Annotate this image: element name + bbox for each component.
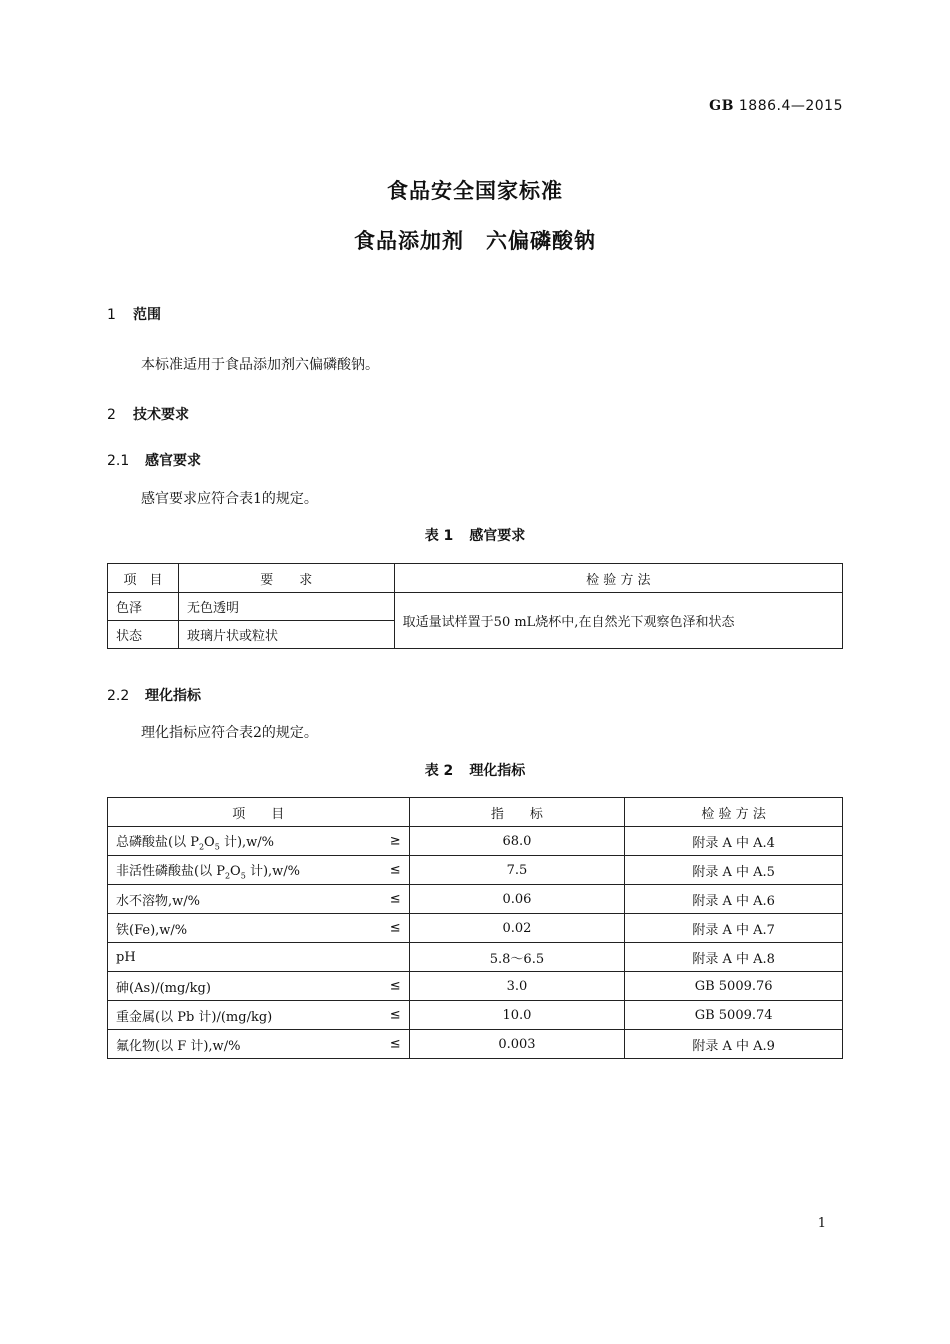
item-text: 砷(As)/(mg/kg) bbox=[116, 980, 211, 996]
section-number: 2.1 bbox=[107, 453, 130, 469]
physicochemical-indicators-table bbox=[107, 797, 843, 1059]
value-cell: 0.06 bbox=[409, 885, 625, 914]
document-subtitle: 食品添加剂 六偏磷酸钠 bbox=[354, 229, 596, 253]
table2-caption-title: 理化指标 bbox=[469, 763, 526, 779]
section-number: 2.2 bbox=[107, 688, 130, 704]
table1-caption bbox=[0, 525, 950, 545]
table-header-row bbox=[108, 798, 843, 827]
item-cell: 状态 bbox=[108, 621, 179, 649]
section-number: 2 bbox=[107, 407, 116, 423]
section-heading-sensory bbox=[107, 450, 201, 470]
comparison-symbol: ≤ bbox=[389, 1036, 401, 1052]
item-cell bbox=[108, 856, 410, 885]
requirement-cell: 玻璃片状或粒状 bbox=[178, 621, 394, 649]
subscript: 2 bbox=[224, 871, 231, 881]
table-header-cell: 项 目 bbox=[108, 564, 179, 593]
method-cell: 附录 A 中 A.6 bbox=[625, 885, 843, 914]
method-cell: 附录 A 中 A.5 bbox=[625, 856, 843, 885]
method-cell: GB 5009.76 bbox=[625, 972, 843, 1001]
value-cell: 68.0 bbox=[409, 827, 625, 856]
method-cell: GB 5009.74 bbox=[625, 1001, 843, 1030]
comparison-symbol: ≤ bbox=[389, 920, 401, 936]
sensory-paragraph: 感官要求应符合表1的规定。 bbox=[141, 491, 318, 507]
table2-caption-number: 表 2 bbox=[424, 763, 454, 779]
item-text: pH bbox=[116, 949, 136, 965]
item-text: 总磷酸盐(以 P bbox=[116, 834, 199, 850]
table-row bbox=[108, 943, 843, 972]
value-cell: 0.003 bbox=[409, 1030, 625, 1059]
item-text: O bbox=[204, 834, 215, 850]
section-heading-physicochemical bbox=[107, 685, 201, 705]
section-title: 感官要求 bbox=[145, 453, 201, 469]
item-cell bbox=[108, 827, 410, 856]
table-row bbox=[108, 1030, 843, 1059]
table-header-cell: 指 标 bbox=[409, 798, 625, 827]
table-row bbox=[108, 827, 843, 856]
standard-code-number: 1886.4—2015 bbox=[738, 98, 843, 114]
section-title: 技术要求 bbox=[133, 407, 189, 423]
value-cell: 0.02 bbox=[409, 914, 625, 943]
item-cell bbox=[108, 885, 410, 914]
item-text: 铁(Fe),w/% bbox=[116, 922, 188, 938]
item-cell bbox=[108, 1001, 410, 1030]
scope-paragraph: 本标准适用于食品添加剂六偏磷酸钠。 bbox=[141, 357, 379, 373]
method-cell: 附录 A 中 A.9 bbox=[625, 1030, 843, 1059]
subscript: 5 bbox=[214, 842, 220, 852]
section-heading-technical-requirements bbox=[107, 404, 189, 424]
table-header-cell: 要 求 bbox=[178, 564, 394, 593]
item-text: O bbox=[230, 863, 241, 879]
sensory-requirements-table bbox=[107, 563, 843, 649]
item-text: 氟化物(以 F 计),w/% bbox=[116, 1038, 241, 1054]
item-text: 重金属(以 Pb 计)/(mg/kg) bbox=[116, 1009, 273, 1025]
page-number: 1 bbox=[817, 1216, 826, 1231]
method-cell: 取适量试样置于50 mL烧杯中,在自然光下观察色泽和状态 bbox=[394, 593, 842, 649]
item-cell bbox=[108, 1030, 410, 1059]
comparison-symbol: ≤ bbox=[389, 862, 401, 878]
table2-caption bbox=[0, 760, 950, 780]
table-header-row bbox=[108, 564, 843, 593]
item-text: 水不溶物,w/% bbox=[116, 893, 200, 909]
item-cell bbox=[108, 972, 410, 1001]
item-text: 计),w/% bbox=[245, 863, 301, 879]
table-header-cell: 检 验 方 法 bbox=[625, 798, 843, 827]
value-cell: 7.5 bbox=[409, 856, 625, 885]
table-row bbox=[108, 914, 843, 943]
section-heading-scope bbox=[107, 304, 161, 324]
method-cell: 附录 A 中 A.4 bbox=[625, 827, 843, 856]
comparison-symbol: ≤ bbox=[389, 978, 401, 994]
section-title: 范围 bbox=[133, 307, 161, 323]
method-cell: 附录 A 中 A.7 bbox=[625, 914, 843, 943]
table-header-cell: 检 验 方 法 bbox=[394, 564, 842, 593]
item-text: 计),w/% bbox=[219, 834, 275, 850]
document-title: 食品安全国家标准 bbox=[387, 179, 563, 203]
table-row bbox=[108, 972, 843, 1001]
standard-code-prefix: GB bbox=[709, 98, 734, 114]
value-cell: 3.0 bbox=[409, 972, 625, 1001]
table-row bbox=[108, 593, 843, 621]
method-cell: 附录 A 中 A.8 bbox=[625, 943, 843, 972]
requirement-cell: 无色透明 bbox=[178, 593, 394, 621]
item-cell bbox=[108, 943, 410, 972]
section-number: 1 bbox=[107, 307, 116, 323]
subscript: 2 bbox=[198, 842, 205, 852]
item-cell bbox=[108, 914, 410, 943]
item-cell: 色泽 bbox=[108, 593, 179, 621]
subscript: 5 bbox=[240, 871, 246, 881]
table1-caption-title: 感官要求 bbox=[469, 528, 526, 544]
table-header-cell: 项 目 bbox=[108, 798, 410, 827]
value-cell: 10.0 bbox=[409, 1001, 625, 1030]
value-cell: 5.8～6.5 bbox=[409, 943, 625, 972]
section-title: 理化指标 bbox=[145, 688, 201, 704]
comparison-symbol: ≥ bbox=[389, 833, 401, 849]
standard-code bbox=[709, 98, 843, 114]
comparison-symbol: ≤ bbox=[389, 1007, 401, 1023]
table1-caption-number: 表 1 bbox=[424, 528, 454, 544]
comparison-symbol: ≤ bbox=[389, 891, 401, 907]
item-text: 非活性磷酸盐(以 P bbox=[116, 863, 225, 879]
table-row bbox=[108, 856, 843, 885]
table-row bbox=[108, 1001, 843, 1030]
table-row bbox=[108, 885, 843, 914]
physicochemical-paragraph: 理化指标应符合表2的规定。 bbox=[141, 725, 318, 741]
